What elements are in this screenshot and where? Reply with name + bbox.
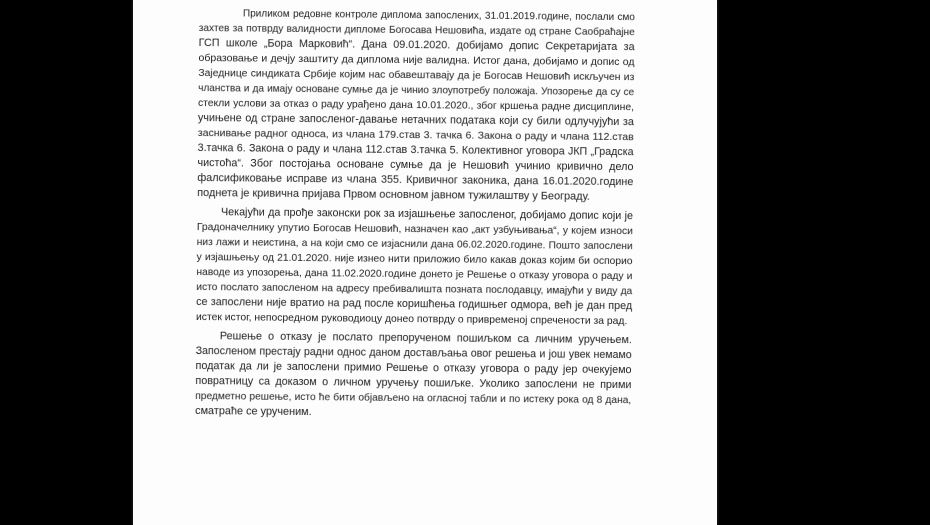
text-line: повратницу са доказом о личном уручењу пошиљке. Уколико запослени не прими — [195, 374, 632, 392]
document-page — [133, 0, 717, 525]
text-line: сматраће се уручeним. — [195, 404, 312, 419]
text-line: чланства и да имају основане сумње да је чинио злоупотребу положаја. Упозорење да су се — [198, 82, 635, 99]
text-line: у изјашњењу од 21.01.2020. није изнео нити приложио било какав доказ којим би оспорио — [196, 251, 633, 268]
text-line: Решење о отказу је послато препорученом пошиљком са личним уручењем. — [219, 330, 632, 347]
text-line: истек истог, непосредном руководиоцу донео потврду о привременој спречености за рад. — [195, 311, 628, 328]
text-line: стекли услови за отказ о раду урађено дана 10.01.2020., због кршења радне дисциплине, — [198, 97, 635, 114]
text-line: Заједнице синдиката Србије којим нас обавештавају да је Богосав Нешовић искључен из — [198, 67, 635, 84]
text-line: образовање и дечју заштиту да диплома није валидна. Истог дана, добијамо и допис од — [198, 51, 635, 69]
text-line: чистоћа“. Због постојања основане сумње да је Нешовић учинио кривично дело — [197, 156, 634, 174]
paragraph-1 — [197, 6, 635, 205]
text-line: учињене од стране запосленог-давање нетачних података који су били одлучујући за — [197, 111, 634, 129]
text-line: захтев за потврду валидности дипломе Богосава Нешовића, издате од стране Саобраћајне — [198, 22, 635, 39]
text-line: 3.тачка 6. Закона о раду и члана 112.став 3.тачка 5. Колективног уговора ЈКП „Градска — [197, 141, 634, 159]
text-line: Приликом редовне контроле диплома запослених, 31.01.2019.године, послали смо — [242, 8, 635, 24]
text-line: предметно решење, исто ће бити објављено на огласној табли и по истеку рока од 8 дана, — [195, 390, 632, 407]
text-line: поднета је кривична пријава Првом основном јавном тужилаштву у Београду. — [197, 186, 590, 203]
text-line: Градоначелнику упутио Богосав Нешовић, назначен као „акт узбуњивања“, у којем износи — [196, 221, 633, 238]
text-line: Запосленом престају радни однос даном достављања овог решења и још увек немамо — [195, 344, 632, 362]
text-line: Чекајући да прође законски рок за изјашњење запосленог, добијамо допис који је — [220, 206, 634, 223]
paragraph-2 — [196, 205, 633, 329]
text-line: исто послато запосленом на адресу пребивалишта позната послодавцу, имајући у виду да — [196, 281, 633, 298]
text-line: низ лажи и неистина, а на који смо се изјаснили дана 06.02.2020.године. Пошто запослени — [196, 236, 633, 253]
text-line: фалсификовање исправе из члана 355. Кривичног законика, дана 16.01.2020.године — [197, 171, 634, 189]
text-line: податак да ли је запослени примио Решење о отказу уговора о раду јер очекујемо — [195, 359, 632, 377]
text-line: ГСП школе „Бора Марковић“. Дана 09.01.2020. добијамо допис Секретаријата за — [198, 36, 635, 54]
text-line: се запослени није вратио на рад после коришћења годишњег одмора, већ је дан пред — [196, 295, 633, 313]
paragraph-3 — [195, 329, 632, 423]
text-line: заснивање радног односа, из члана 179.став 3. тачка 6. Закона о раду и члана 112.став — [197, 126, 634, 144]
text-line: наводе из упозорења, дана 11.02.2020.године донето је Решење о отказу уговора о раду и — [196, 266, 633, 283]
document-body — [195, 6, 635, 423]
